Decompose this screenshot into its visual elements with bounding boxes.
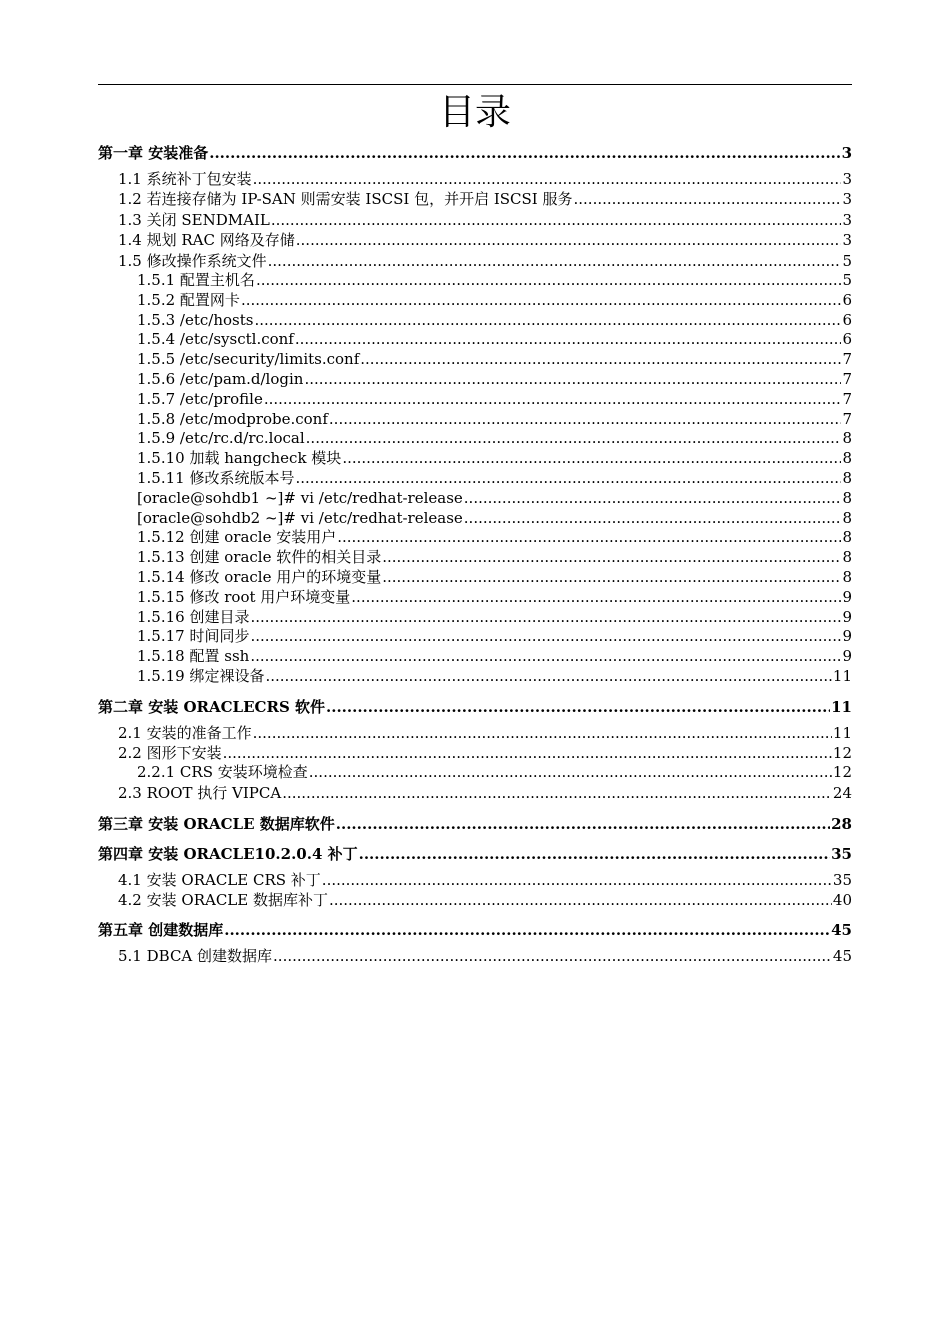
toc-entry-page: 9: [842, 627, 852, 646]
toc-entry-2-3[interactable]: [98, 783, 852, 803]
toc-entry-text: 1.5.19 绑定裸设备: [137, 666, 265, 685]
toc-entry-page: 45: [831, 921, 852, 940]
toc-entry-page: 11: [831, 697, 852, 716]
toc-entry-text: [oracle@sohdb2 ~]# vi /etc/redhat-release: [137, 508, 463, 527]
toc-entry-page: 8: [842, 468, 852, 487]
toc-entry-1-4[interactable]: [98, 230, 852, 250]
toc-entry-text: 1.5.8 /etc/modprobe.conf: [137, 409, 328, 428]
toc-entry-text: 1.5.15 修改 root 用户环境变量: [137, 587, 351, 606]
toc-entry-1-5-7[interactable]: [98, 390, 852, 410]
toc-leader-dots: [271, 210, 842, 230]
toc-entry-1-5-17[interactable]: [98, 627, 852, 647]
toc-entry-page: 3: [841, 144, 852, 162]
toc-entry-text: 1.5.12 创建 oracle 安装用户: [137, 528, 337, 547]
toc-leader-dots: [326, 693, 830, 721]
toc-entry-page: 3: [842, 190, 852, 209]
toc-leader-dots: [337, 528, 841, 548]
toc-entry-sohdb1[interactable]: [98, 489, 852, 509]
toc-entry-text: 4.1 安装 ORACLE CRS 补丁: [118, 870, 321, 889]
toc-entry-1-5-15[interactable]: [98, 588, 852, 608]
toc-entry-1-5-3[interactable]: [98, 311, 852, 331]
toc-leader-dots: [322, 870, 832, 890]
toc-entry-text: [oracle@sohdb1 ~]# vi /etc/redhat-release: [137, 488, 463, 507]
toc-entry-text: 1.5.18 配置 ssh: [137, 647, 250, 666]
header-rule: [98, 84, 852, 85]
toc-entry-page: 6: [842, 330, 852, 349]
toc-entry-text: 第一章 安装准备: [98, 144, 209, 162]
toc-entry-text: 第二章 安装 ORACLECRS 软件: [98, 697, 325, 716]
toc-entry-page: 5: [842, 270, 852, 289]
toc-entry-text: 1.5.1 配置主机名: [137, 270, 255, 289]
toc-leader-dots: [359, 840, 831, 868]
toc-leader-dots: [224, 916, 830, 944]
toc-leader-dots: [250, 627, 841, 647]
toc-entry-5-1[interactable]: [98, 946, 852, 966]
toc-entry-chapter-1[interactable]: [98, 139, 852, 167]
toc-entry-1-5-11[interactable]: [98, 469, 852, 489]
toc-leader-dots: [304, 370, 841, 390]
toc-entry-page: 8: [842, 528, 852, 547]
toc-leader-dots: [241, 291, 842, 311]
toc-entry-page: 8: [842, 429, 852, 448]
toc-leader-dots: [223, 743, 832, 763]
toc-entry-page: 12: [832, 763, 852, 782]
toc-entry-page: 9: [842, 607, 852, 626]
toc-leader-dots: [253, 169, 842, 189]
toc-entry-text: 1.5.11 修改系统版本号: [137, 468, 295, 487]
toc-entry-1-5-10[interactable]: [98, 449, 852, 469]
toc-leader-dots: [360, 350, 841, 370]
toc-entry-page: 45: [832, 947, 852, 966]
toc-leader-dots: [309, 763, 832, 783]
toc-entry-page: 6: [842, 290, 852, 309]
toc-entry-text: 1.5.14 修改 oracle 用户的环境变量: [137, 567, 382, 586]
toc-leader-dots: [329, 410, 842, 430]
toc-entry-4-1[interactable]: [98, 870, 852, 890]
toc-entry-page: 8: [842, 567, 852, 586]
toc-entry-page: 7: [842, 350, 852, 369]
toc-entry-1-1[interactable]: [98, 169, 852, 189]
toc-entry-1-2[interactable]: [98, 189, 852, 209]
toc-entry-1-5-12[interactable]: [98, 528, 852, 548]
toc-entry-page: 28: [831, 814, 852, 833]
toc-entry-text: 2.2 图形下安装: [118, 744, 222, 763]
toc-entry-text: 2.2.1 CRS 安装环境检查: [137, 763, 308, 782]
toc-entry-page: 7: [842, 389, 852, 408]
toc-entry-page: 8: [842, 548, 852, 567]
toc-entry-page: 24: [832, 784, 852, 803]
toc-entry-4-2[interactable]: [98, 890, 852, 910]
toc-entry-text: 1.4 规划 RAC 网络及存储: [118, 231, 295, 250]
toc-entry-page: 6: [842, 310, 852, 329]
toc-title: 目录: [438, 92, 511, 133]
toc-leader-dots: [382, 548, 841, 568]
toc-entry-page: 8: [842, 508, 852, 527]
toc-entry-text: 1.5.16 创建目录: [137, 607, 250, 626]
toc-leader-dots: [574, 189, 842, 209]
toc-entry-page: 5: [842, 251, 852, 270]
toc-entry-text: 1.5.5 /etc/security/limits.conf: [137, 350, 360, 369]
toc-entry-chapter-5[interactable]: [98, 916, 852, 944]
toc-leader-dots: [254, 311, 841, 331]
toc-entry-2-1[interactable]: [98, 723, 852, 743]
toc-leader-dots: [336, 810, 830, 838]
toc-leader-dots: [209, 139, 840, 167]
toc-entry-1-5-1[interactable]: [98, 271, 852, 291]
toc-entry-page: 35: [832, 870, 852, 889]
toc-leader-dots: [342, 449, 841, 469]
toc-leader-dots: [273, 946, 832, 966]
toc-list: [98, 139, 852, 967]
toc-entry-page: 7: [842, 369, 852, 388]
toc-entry-1-5-9[interactable]: [98, 429, 852, 449]
toc-entry-1-5-4[interactable]: [98, 330, 852, 350]
toc-entry-sohdb2[interactable]: [98, 509, 852, 529]
toc-leader-dots: [306, 429, 842, 449]
toc-entry-page: 8: [842, 488, 852, 507]
toc-entry-chapter-2[interactable]: [98, 693, 852, 721]
toc-entry-page: 3: [842, 231, 852, 250]
toc-entry-page: 40: [832, 891, 852, 910]
toc-leader-dots: [464, 489, 842, 509]
toc-entry-1-5-5[interactable]: [98, 350, 852, 370]
toc-entry-text: 2.3 ROOT 执行 VIPCA: [118, 784, 282, 803]
toc-leader-dots: [282, 783, 832, 803]
toc-entry-text: 4.2 安装 ORACLE 数据库补丁: [118, 891, 328, 910]
toc-leader-dots: [296, 230, 842, 250]
toc-entry-text: 1.2 若连接存储为 IP-SAN 则需安装 ISCSI 包，并开启 ISCSI 服务: [118, 190, 573, 209]
toc-entry-text: 1.5.17 时间同步: [137, 627, 250, 646]
toc-entry-1-5-6[interactable]: [98, 370, 852, 390]
toc-entry-page: 3: [842, 210, 852, 229]
toc-page: [98, 84, 852, 967]
toc-leader-dots: [264, 390, 842, 410]
toc-entry-text: 1.5.4 /etc/sysctl.conf: [137, 330, 294, 349]
toc-entry-1-5-2[interactable]: [98, 291, 852, 311]
toc-leader-dots: [256, 271, 842, 291]
toc-entry-1-5-16[interactable]: [98, 608, 852, 628]
toc-leader-dots: [329, 890, 832, 910]
toc-entry-1-5-8[interactable]: [98, 410, 852, 430]
toc-entry-text: 1.5.7 /etc/profile: [137, 389, 263, 408]
toc-entry-1-5-14[interactable]: [98, 568, 852, 588]
toc-entry-page: 7: [842, 409, 852, 428]
toc-entry-text: 第五章 创建数据库: [98, 921, 224, 940]
toc-entry-text: 1.5 修改操作系统文件: [118, 251, 267, 270]
toc-entry-text: 1.3 关闭 SENDMAIL: [118, 210, 270, 229]
toc-leader-dots: [295, 330, 842, 350]
toc-entry-text: 2.1 安装的准备工作: [118, 723, 252, 742]
toc-entry-text: 1.5.9 /etc/rc.d/rc.local: [137, 429, 305, 448]
toc-entry-page: 12: [832, 744, 852, 763]
toc-entry-2-2[interactable]: [98, 743, 852, 763]
toc-entry-page: 11: [832, 666, 852, 685]
toc-leader-dots: [250, 608, 841, 628]
toc-entry-text: 1.5.10 加载 hangcheck 模块: [137, 449, 342, 468]
toc-leader-dots: [351, 588, 841, 608]
toc-entry-1-3[interactable]: [98, 210, 852, 230]
toc-leader-dots: [265, 667, 831, 687]
toc-entry-1-5-18[interactable]: [98, 647, 852, 667]
toc-entry-1-5-19[interactable]: [98, 667, 852, 687]
toc-entry-text: 1.5.2 配置网卡: [137, 290, 240, 309]
toc-entry-1-5-13[interactable]: [98, 548, 852, 568]
toc-leader-dots: [382, 568, 841, 588]
toc-entry-text: 5.1 DBCA 创建数据库: [118, 947, 273, 966]
toc-entry-text: 1.5.3 /etc/hosts: [137, 310, 254, 329]
toc-entry-2-2-1[interactable]: [98, 763, 852, 783]
toc-entry-1-5[interactable]: [98, 251, 852, 271]
toc-leader-dots: [295, 469, 841, 489]
toc-entry-text: 1.5.6 /etc/pam.d/login: [137, 369, 304, 388]
toc-entry-page: 9: [842, 647, 852, 666]
toc-leader-dots: [268, 251, 842, 271]
toc-entry-text: 第三章 安装 ORACLE 数据库软件: [98, 814, 335, 833]
toc-entry-text: 1.5.13 创建 oracle 软件的相关目录: [137, 548, 382, 567]
toc-leader-dots: [253, 723, 832, 743]
toc-entry-chapter-4[interactable]: [98, 840, 852, 868]
toc-entry-page: 11: [832, 723, 852, 742]
toc-entry-page: 35: [831, 844, 852, 863]
toc-entry-text: 1.1 系统补丁包安装: [118, 170, 252, 188]
toc-entry-chapter-3[interactable]: [98, 810, 852, 838]
toc-leader-dots: [464, 509, 842, 529]
toc-entry-page: 3: [842, 170, 852, 188]
toc-entry-page: 9: [842, 587, 852, 606]
toc-leader-dots: [250, 647, 841, 667]
toc-entry-text: 第四章 安装 ORACLE10.2.0.4 补丁: [98, 844, 358, 863]
toc-entry-page: 8: [842, 449, 852, 468]
